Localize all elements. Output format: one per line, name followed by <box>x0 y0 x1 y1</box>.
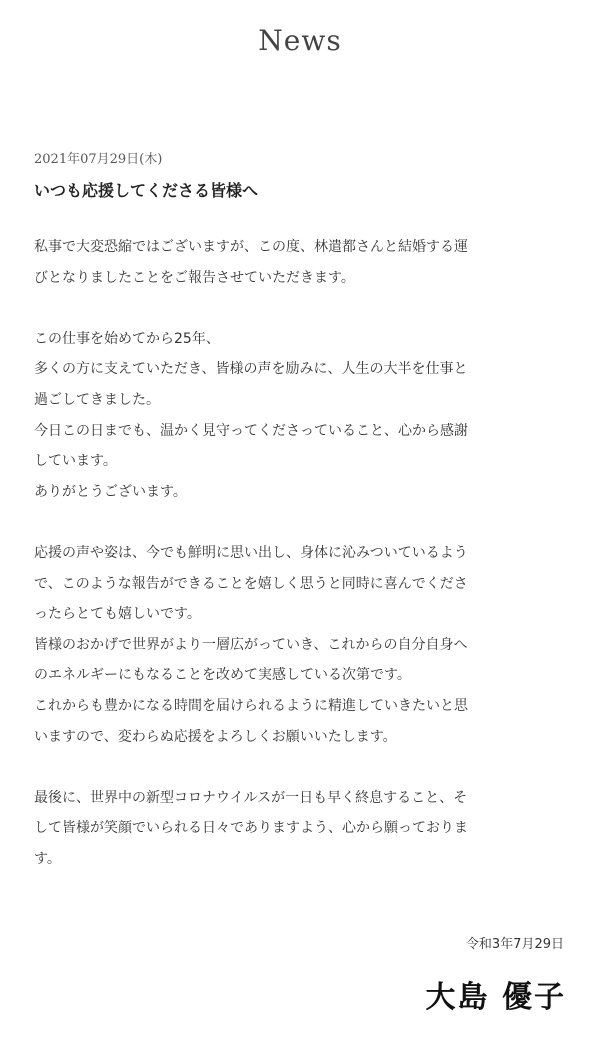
paragraph-line: 過ごしてきました。 <box>34 391 160 408</box>
paragraph-line: 最後に、世界中の新型コロナウイルスが一日も早く終息すること、そ <box>34 789 468 806</box>
paragraph-line: 皆様のおかげで世界がより一層広がっていき、これからの自分自身へ <box>34 636 468 653</box>
paragraph-3 <box>34 538 574 752</box>
paragraph-line: す。 <box>34 850 61 867</box>
closing-date: 令和3年7月29日 <box>465 937 564 952</box>
paragraph-line: 私事で大変恐縮ではございますが、この度、林遣都さんと結婚する運 <box>34 239 468 255</box>
paragraph-line: これからも豊かになる時間を届けられるように精進していきたいと思 <box>34 697 468 714</box>
paragraph-line: 応援の声や姿は、今でも鮮明に思い出し、身体に沁みついているよう <box>34 544 468 561</box>
paragraph-4 <box>34 783 574 875</box>
article-greeting: いつも応援してくださる皆様へ <box>34 181 259 200</box>
paragraph-line: ったらとても嬉しいです。 <box>34 606 201 623</box>
paragraph-line: で、このような報告ができることを嬉しく思うと同時に喜んでくださ <box>34 575 468 592</box>
paragraph-line: のエネルギーにもなることを改めて実感している次第です。 <box>34 667 411 684</box>
paragraph-2 <box>34 324 574 508</box>
paragraph-line: ありがとうございます。 <box>34 483 187 500</box>
paragraph-line: して皆様が笑顔でいられる日々でありますよう、心から願っておりま <box>34 820 468 837</box>
paragraph-line: しています。 <box>34 453 117 470</box>
page-title: News <box>258 24 342 57</box>
article-body <box>34 232 574 905</box>
paragraph-line: いますので、変わらぬ応援をよろしくお願いいたします。 <box>34 728 397 745</box>
paragraph-line: 多くの方に支えていただき、皆様の声を励みに、人生の大半を仕事と <box>34 361 468 378</box>
paragraph-1 <box>34 232 574 293</box>
paragraph-line: 今日この日までも、温かく見守ってくださっていること、心から感謝 <box>34 422 468 439</box>
paragraph-line: この仕事を始めてから25年、 <box>34 330 220 347</box>
paragraph-line: びとなりましたことをご報告させていただきます。 <box>34 269 355 286</box>
signature: 大島 優子 <box>425 980 566 1015</box>
article-date: 2021年07月29日(木) <box>34 152 163 167</box>
